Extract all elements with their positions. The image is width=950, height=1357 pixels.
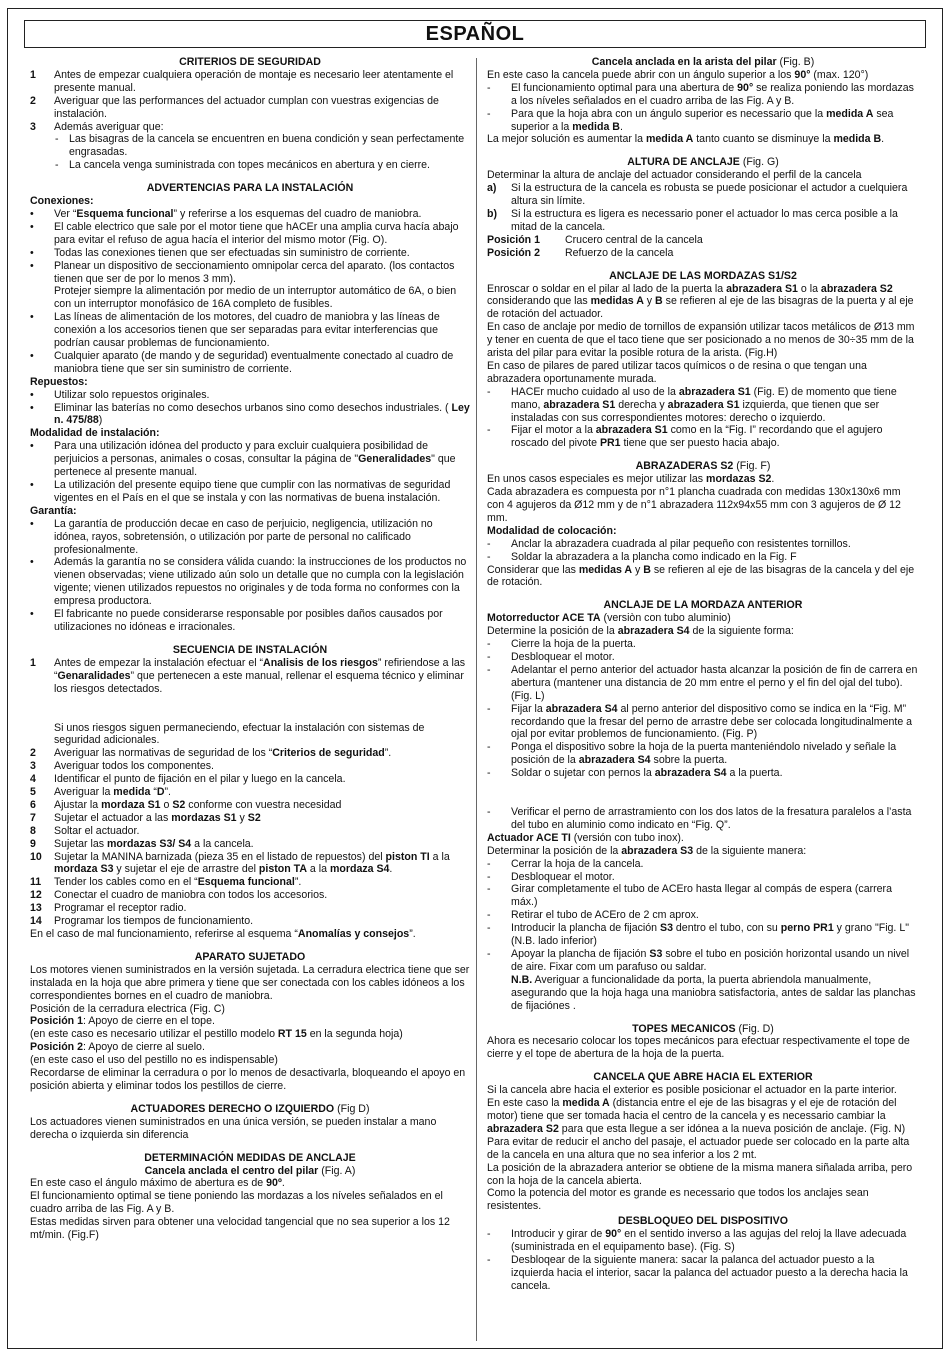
paragraph: Los actuadores vienen suministrados en una única versión, se pueden instalar a mano derecha o izquierda sin diferencia [30, 1115, 437, 1141]
item-text: Cerrar la hoja de la cancela. [511, 857, 644, 870]
list-item [30, 260, 470, 312]
list-item [30, 402, 470, 428]
numbered-item [30, 812, 470, 825]
item-text: El cable electrico que sale por el motor tiene que hACEr una amplia curva hacía abajo para evitar el refuso de agua hacía el interior del mismo motor (Fig. O). [54, 220, 459, 246]
item-text: Para una utilización idónea del producto y para excluir cualquiera posibilidad de perjuicios a personas, animales o cosas, consultar la página de "Generalidades" que pertenece al presente manual. [54, 440, 456, 479]
item-text: Sujetar el actuador a las mordazas S1 y S2 [54, 811, 261, 824]
item-text: Las líneas de alimentación de los motores, del cuadro de maniobra y las líneas de conexión a los accesorios tienen que ser separadas para evitar interferencias que podrían causar problemas de funcionamiento. [54, 311, 440, 350]
column-divider [476, 58, 477, 1341]
list-item [487, 538, 919, 551]
paragraph: En este caso la cancela puede abrir con un ángulo superior a los 90° (max. 120°) [487, 68, 869, 81]
numbered-item [30, 747, 470, 760]
item-marker: - [487, 806, 491, 819]
paragraph: La mejor solución es aumentar la medida A tanto cuanto se disminuye la medida B. [487, 133, 885, 146]
item-marker: Posición 2 [487, 246, 540, 259]
item-text: El funcionamiento optimal para una abertura de 90° se realiza poniendo las mordazas a los níveles señalados en el cuadro arriba de las Fig. A y B. [511, 81, 914, 107]
item-marker: • [30, 608, 34, 621]
item-marker: - [55, 133, 59, 146]
item-text: Apoyar la plancha de fijación S3 sobre el tubo en posición horizontal usando un nivel de aire. Fixar com um parafuso ou saldar. N.B. Averiguar a funcionalidade da porta, la puerta abriendola manualmente, asegurando que la hoja haga una maniobra satisfactoria, antes de saldar las planchas de fijaciónes . [511, 948, 916, 1012]
section-heading: Cancela anclada el centro del pilar (Fig. A) [144, 1164, 356, 1177]
paragraph: Para evitar de reducir el ancho del pasaje, el actuador puede ser colocado en la parte alta de la cancela en una altura que no sea inferior a los 2 mt. [487, 1135, 910, 1161]
item-text: Eliminar las baterías no como desechos urbanos sino como desechos industriales. ( Ley n. 475/88) [54, 401, 470, 427]
item-marker: • [30, 401, 34, 414]
list-item [487, 909, 919, 922]
item-marker: • [30, 311, 34, 324]
item-text: Antes de empezar la instalación efectuar el “Analisis de los riesgos” refiriendose a las “Genaralidades” que pertenecen a este manual, rellenar el esquema técnico y eliminar los riesgos detectados. [54, 656, 466, 695]
section-heading: ALTURA DE ANCLAJE (Fig. G) [627, 156, 779, 169]
paragraph: Ahora es necesario colocar los topes mecánicos para efectuar respectivamente el tope de cierre y el tope de abertura de la hoja de la puerta. [487, 1035, 910, 1061]
item-marker: Posición 1 [487, 233, 540, 246]
item-text: Fijar el motor a la abrazadera S1 como en la “Fig. I” recordando que el agujero roscado del pivote PR1 tiene que ser puesto hacia abajo. [511, 424, 883, 450]
item-text: Averiguar todos los componentes. [54, 760, 214, 773]
item-text: Refuerzo de la cancela [565, 246, 674, 259]
item-text: Desbloquear el motor. [511, 870, 615, 883]
numbered-item [30, 915, 470, 928]
item-marker: - [487, 385, 491, 398]
list-item [487, 1254, 919, 1293]
paragraph: En el caso de mal funcionamiento, referirse al esquema “Anomalías y consejos”. [30, 928, 416, 940]
paragraph: La posición de la abrazadera anterior se obtiene de la misma manera siñalada arriba, pero con la hoja de la cancela abierta. [487, 1161, 913, 1187]
item-marker: • [30, 440, 34, 453]
section-heading: ADVERTENCIAS PARA LA INSTALACIÓN [146, 182, 354, 195]
list-item [487, 386, 919, 425]
item-text: Averiguar las normativas de seguridad de los “Criterios de seguridad”. [54, 747, 392, 760]
section-heading: DESBLOQUEO DEL DISPOSITIVO [618, 1215, 788, 1228]
item-text: Programar el receptor radio. [54, 902, 187, 915]
item-text: Cierre la hoja de la puerta. [511, 638, 636, 651]
item-marker: • [30, 220, 34, 233]
paragraph: Considerar que las medidas A y B se refieren al eje de las bisagras de la cancela y del eje de rotación. [487, 563, 915, 589]
item-text: Sujetar la MANINA barnizada (pieza 35 en el listado de repuestos) del piston TI a la mordaza S3 y sujetar el eje de arrastre del piston TA a la mordaza S4. [54, 850, 450, 876]
list-item [30, 440, 470, 479]
paragraph: Motorreductor ACE TA (versiòn con tubo aluminio) [487, 612, 731, 625]
item-text: Si la estructura es ligera es necessario poner el actuador lo mas cerca posible a la mitad de la cancela. [511, 207, 898, 233]
paragraph: El funcionamiento optimal se tiene poniendo las mordazas a los níveles señalados en el cuadro arriba de las Fig. A y B. [30, 1190, 443, 1216]
item-text: Ponga el dispositivo sobre la hoja de la puerta manteniéndolo nivelado y señale la posición de la abrazadera S4 sobre la puerta. [511, 741, 897, 767]
item-marker: 3 [30, 120, 36, 133]
list-item [30, 208, 470, 221]
numbered-item [30, 799, 470, 812]
list-item [30, 389, 470, 402]
item-marker: 2 [30, 747, 36, 760]
numbered-item [30, 657, 470, 696]
paragraph: En caso de pilares de pared utilizar tacos químicos o de resina o que tengan una abrazadera oportunamente murada. [487, 359, 867, 385]
subheading: Repuestos: [30, 375, 88, 388]
list-item [487, 858, 919, 871]
item-marker: 1 [30, 656, 36, 669]
paragraph: Enroscar o soldar en el pilar al lado de la puerta la abrazadera S1 o la abrazadera S2 considerando que las medidas A y B se refieren al eje de las bisagras de la puerta y al eje de rotación del actuador. [487, 282, 914, 321]
list-item [487, 948, 919, 1013]
numbered-item [30, 786, 470, 799]
item-text: Para que la hoja abra con un ángulo superior es necessario que la medida A sea superior a la medida B. [511, 107, 894, 133]
item-text: Fijar la abrazadera S4 al perno anterior del dispositivo como se indica en la “Fig. M” recordando que la fresar del perno de arrastre debe ser colocada longitudinalmente a ojal por evitar problemos de funcionamiento. (Fig. P) [511, 702, 913, 741]
item-text: Cualquier aparato (de mando y de seguridad) eventualmente conectado al cuadro de maniobra tiene que ser sin suministro de corriente. [54, 349, 454, 375]
paragraph: (en este caso es necesario utilizar el pestillo modelo RT 15 en la segunda hoja) [30, 1028, 403, 1041]
item-marker: 2 [30, 94, 36, 107]
list-item [487, 922, 919, 948]
section-heading: ABRAZADERAS S2 (Fig. F) [635, 460, 771, 473]
paragraph: Cada abrazadera es compuesta por n°1 plancha cuadrada con medidas 130x130x6 mm con 4 agujeros da Ø12 mm y de n°1 abrazadera 112x94x55 mm con 3 agujeros de Ø 12 mm. [487, 486, 901, 524]
item-text: La utilización del presente equipo tiene que cumplir con las normativas de seguridad vigentes en el País en el que se instala y con las normativas de buena instalación. [54, 479, 451, 504]
position-item [487, 234, 919, 247]
list-item [30, 479, 470, 505]
spacer [30, 696, 470, 722]
item-marker: 1 [30, 68, 36, 81]
paragraph: Posición 1: Apoyo de cierre en el tope. [30, 1015, 215, 1028]
numbered-item [30, 838, 470, 851]
item-marker: a) [487, 182, 497, 195]
numbered-item [30, 851, 470, 877]
item-marker: - [487, 909, 491, 922]
item-marker: - [487, 663, 491, 676]
list-item [30, 608, 470, 634]
list-item [487, 806, 919, 832]
list-item [30, 221, 470, 247]
item-text: Desbloqear de la siguiente manera: sacar la palanca del actuador puesto a la izquierda hacia el interior, sacar la palanca del actuador puesto a la derecha hacia la cancela. [511, 1253, 908, 1292]
numbered-item [30, 69, 470, 95]
list-item [30, 311, 470, 350]
paragraph: Determine la posición de la abrazadera S4 de la siguiente forma: [487, 625, 794, 638]
item-marker: 14 [30, 915, 42, 928]
item-text: Conectar el cuadro de maniobra con todos los accesorios. [54, 889, 328, 902]
item-text: Todas las conexiones tienen que ser efectuadas sin suministro de corriente. [54, 246, 410, 259]
subheading: Modalidad de instalación: [30, 427, 160, 440]
paragraph: Recordarse de eliminar la cerradura o por lo menos de desactivarla, bloqueando el apoyo en posición abierta y eliminar todos los pestillos de cierre. [30, 1067, 466, 1092]
paragraph: Estas medidas sirven para obtener una velocidad tangencial que no sea superior a los 12 mt/min. (Fig.F) [30, 1216, 450, 1242]
item-text: Antes de empezar cualquiera operación de montaje es necesario leer atentamente el presente manual. [54, 68, 454, 94]
list-item [30, 350, 470, 376]
item-text: Soldar la abrazadera a la plancha como indicado en la Fig. F [511, 550, 797, 563]
item-text: Identificar el punto de fijación en el pilar y luego en la cancela. [54, 773, 346, 786]
list-item [30, 159, 470, 172]
item-marker: 5 [30, 786, 36, 799]
numbered-item [30, 121, 470, 134]
item-marker: • [30, 246, 34, 259]
list-item [487, 82, 919, 108]
item-marker: 6 [30, 798, 36, 811]
item-marker: - [487, 424, 491, 437]
item-marker: - [487, 550, 491, 563]
item-text: Las bisagras de la cancela se encuentren en buena condición y sean perfectamente engrasadas. [69, 133, 465, 159]
list-item [30, 133, 470, 159]
paragraph: Los motores vienen suministrados en la versión sujetada. La cerradura electrica tiene que ser instalada en la hoja que abre primera y tiene que ser conectada con los cables idóneos a los correspondientes bornes en el cuadro de maniobra. [30, 963, 470, 1002]
paragraph: Determinar la altura de anclaje del actuador considerando el perfil de la cancela [487, 169, 862, 182]
list-item [487, 703, 919, 742]
numbered-item [30, 876, 470, 889]
list-item [487, 551, 919, 564]
section-heading: SECUENCIA DE INSTALACIÓN [172, 643, 328, 656]
item-text: Anclar la abrazadera cuadrada al pilar pequeño con resistentes tornillos. [511, 537, 851, 550]
item-marker: • [30, 207, 34, 220]
section-heading: ANCLAJE DE LA MORDAZA ANTERIOR [603, 599, 803, 612]
item-text: Introducir y girar de 90° en el sentido inverso a las agujas del reloj la llave adecuada (suministrada en el equipamento base). (Fig. S) [511, 1228, 907, 1254]
section-heading: ACTUADORES DERECHO O IZQUIERDO (Fig D) [130, 1102, 370, 1115]
list-item [487, 664, 919, 703]
item-marker: 11 [30, 876, 42, 889]
item-text: La garantía de producción decae en caso de perjuicio, negligencia, utilización no idónea, rayos, sobretensión, o utilización por parte de personal no calificado profesionalmente. [54, 517, 433, 556]
item-marker: - [487, 922, 491, 935]
numbered-item [30, 902, 470, 915]
list-item [487, 883, 919, 909]
item-marker: • [30, 388, 34, 401]
item-text: La cancela venga suministrada con topes mecánicos en abertura y en cierre. [69, 159, 430, 172]
numbered-item [30, 95, 470, 121]
paragraph: En caso de anclaje por medio de tornillos de expansión utilizar tacos metálicos de Ø13 mm y tener en cuenta de que el taco tiene que ser posicionado a no menos de 30÷35 mm de la arista del pilar para evitar la posible rotura de la arista. (Fig.H) [487, 321, 915, 360]
paragraph: Posición de la cerradura electrica (Fig. C) [30, 1002, 225, 1015]
item-text: HACEr mucho cuidado al uso de la abrazadera S1 (Fig. E) de momento que tiene mano, abrazadera S1 derecha y abrazadera S1 izquierda, que tienen que ser instaladas con sus correspondientes motores: derecho o izquierdo. [511, 385, 897, 424]
item-text: Verificar el perno de arrastramiento con los dos latos de la fresatura paralelos a l’asta del tubo en aluminio como indicato en “Fig. Q”. [511, 806, 912, 831]
item-text: Girar completamente el tubo de ACEro hasta llegar al compás de espera (carrera máx.) [511, 883, 892, 909]
item-marker: - [487, 767, 491, 780]
item-marker: - [487, 1253, 491, 1266]
paragraph: Si unos riesgos siguen permaneciendo, efectuar la instalación con sistemas de seguridad adicionales. [54, 721, 425, 747]
item-marker: - [487, 870, 491, 883]
paragraph: Posición 2: Apoyo de cierre al suelo. [30, 1041, 205, 1054]
item-marker: - [487, 650, 491, 663]
item-text: Programar los tiempos de funcionamiento. [54, 915, 254, 928]
item-marker: - [55, 159, 59, 172]
item-marker: • [30, 349, 34, 362]
item-text: Además la garantía no se considera válida cuando: la instrucciones de los productos no vienen observadas; viene utilizado aún solo un detalle que no cumpla con la legislación vigente; vienen utilizados repuestos no originales y de toda forma no conformes con la empresa productora. [54, 556, 467, 608]
paragraph: En este caso la medida A (distancia entre el eje de las bisagras y el eje de rotación del motor) tiene que ser tomada hacia el centro de la cancela y es necessario cambiar la abrazadera S2 para que esta llegue a ser idónea a la nueva posición de anclaje. (Fig. N) [487, 1097, 906, 1135]
item-marker: - [487, 537, 491, 550]
paragraph: (en este caso el uso del pestillo no es indispensable) [30, 1054, 278, 1067]
section-heading: Cancela anclada en la arista del pilar (Fig. B) [591, 56, 815, 68]
page-title: ESPAÑOL [24, 20, 926, 48]
numbered-item [30, 825, 470, 838]
item-text: Utilizar solo repuestos originales. [54, 388, 210, 401]
section-heading: DETERMINACIÓN MEDIDAS DE ANCLAJE [144, 1151, 356, 1164]
paragraph: Como la potencia del motor es grande es necessario que todos los anclajes sean resistentes. [487, 1187, 869, 1213]
list-item [487, 651, 919, 664]
item-marker: - [487, 702, 491, 715]
item-marker: - [487, 638, 491, 651]
list-item [487, 1228, 919, 1254]
item-marker: 4 [30, 773, 36, 786]
spacer [487, 780, 919, 806]
paragraph: En unos casos especiales es mejor utilizar las mordazas S2. [487, 473, 775, 486]
list-item [30, 247, 470, 260]
section-heading: CANCELA QUE ABRE HACIA EL EXTERIOR [593, 1071, 813, 1084]
numbered-item [30, 760, 470, 773]
item-marker: - [487, 883, 491, 896]
list-item [487, 871, 919, 884]
subheading: Conexiones: [30, 195, 94, 208]
item-marker: 9 [30, 837, 36, 850]
item-text: Adelantar el perno anterior del actuador hasta alcanzar la posición de fin de carrera en abertura (mantener una distancia de 20 mm entre el perno y el fin del ojal del tubo). (Fig. L) [511, 663, 918, 702]
item-marker: • [30, 259, 34, 272]
item-marker: - [487, 948, 491, 960]
paragraph: Actuador ACE TI (versión con tubo inox). [487, 831, 684, 844]
item-marker: • [30, 479, 34, 491]
paragraph: Si la cancela abre hacia el exterior es posible posicionar el actuador en la parte interior. [487, 1084, 897, 1097]
list-item [487, 108, 919, 134]
paragraph: En este caso el ángulo máximo de abertura es de 90º. [30, 1177, 285, 1190]
item-text: Averiguar la medida “D”. [54, 786, 171, 799]
item-text: Soltar el actuador. [54, 824, 140, 837]
item-text: Además averiguar que: [54, 120, 164, 133]
item-text: Averiguar que las performances del actuador cumplan con vuestras exigencias de instalación. [54, 94, 439, 120]
item-marker: 3 [30, 760, 36, 773]
item-marker: • [30, 556, 34, 569]
item-marker: - [487, 741, 491, 754]
item-text: Soldar o sujetar con pernos la abrazadera S4 a la puerta. [511, 767, 783, 780]
numbered-item [487, 208, 919, 234]
section-heading: APARATO SUJETADO [194, 950, 306, 963]
item-marker: - [487, 857, 491, 870]
numbered-item [487, 182, 919, 208]
paragraph: Determinar la posición de la abrazadera S3 de la siguiente manera: [487, 844, 807, 857]
list-item [487, 767, 919, 780]
subheading: Modalidad de colocación: [487, 524, 617, 537]
right-column [487, 56, 919, 1293]
item-text: Planear un dispositivo de seccionamiento omnipolar cerca del aparato. (los contactos tienen que ser de por lo menos 3 mm). Protejer siempre la alimentación por medio de un interruptor automático de 6A, o bien con un interruptor monofásico de 16A completo de fusibles. [54, 259, 457, 311]
left-column [30, 56, 470, 1242]
item-text: Crucero central de la cancela [565, 233, 703, 246]
list-item [30, 556, 470, 608]
numbered-item [30, 773, 470, 786]
list-item [487, 638, 919, 651]
item-text: Ajustar la mordaza S1 o S2 conforme con vuestra necesidad [54, 798, 342, 811]
section-heading: TOPES MECANICOS (Fig. D) [632, 1022, 774, 1035]
item-text: Sujetar las mordazas S3/ S4 a la cancela. [54, 837, 254, 850]
item-marker: 13 [30, 902, 42, 915]
list-item [487, 741, 919, 767]
numbered-item [30, 889, 470, 902]
item-text: Introducir la plancha de fijación S3 dentro el tubo, con su perno PR1 y grano "Fig. L" (N.B. lado inferior) [511, 922, 909, 948]
item-text: El fabricante no puede considerarse responsable por posibles daños causados por utilizaciones no idóneas e irracionales. [54, 608, 443, 633]
item-marker: 12 [30, 889, 42, 902]
list-item [487, 424, 919, 450]
item-text: Si la estructura de la cancela es robusta se puede posicionar el actudor a cuelquiera altura sin límite. [511, 182, 908, 208]
section-heading: ANCLAJE DE LAS MORDAZAS S1/S2 [609, 269, 797, 282]
item-text: Retirar el tubo de ACEro de 2 cm aprox. [511, 909, 699, 922]
section-heading: CRITERIOS DE SEGURIDAD [179, 56, 321, 68]
item-text: Desbloquear el motor. [511, 650, 615, 663]
item-marker: • [30, 517, 34, 530]
item-marker: 7 [30, 811, 36, 824]
item-marker: b) [487, 207, 497, 220]
position-item [487, 247, 919, 260]
list-item [30, 518, 470, 557]
item-marker: - [487, 107, 491, 120]
item-text: Tender los cables como en el “Esquema funcional”. [54, 876, 302, 889]
item-marker: 10 [30, 850, 42, 863]
item-marker: - [487, 1228, 491, 1241]
item-text: Ver “Esquema funcional” y referirse a los esquemas del cuadro de maniobra. [54, 207, 422, 220]
item-marker: 8 [30, 824, 36, 837]
item-marker: - [487, 81, 491, 94]
subheading: Garantía: [30, 504, 77, 517]
